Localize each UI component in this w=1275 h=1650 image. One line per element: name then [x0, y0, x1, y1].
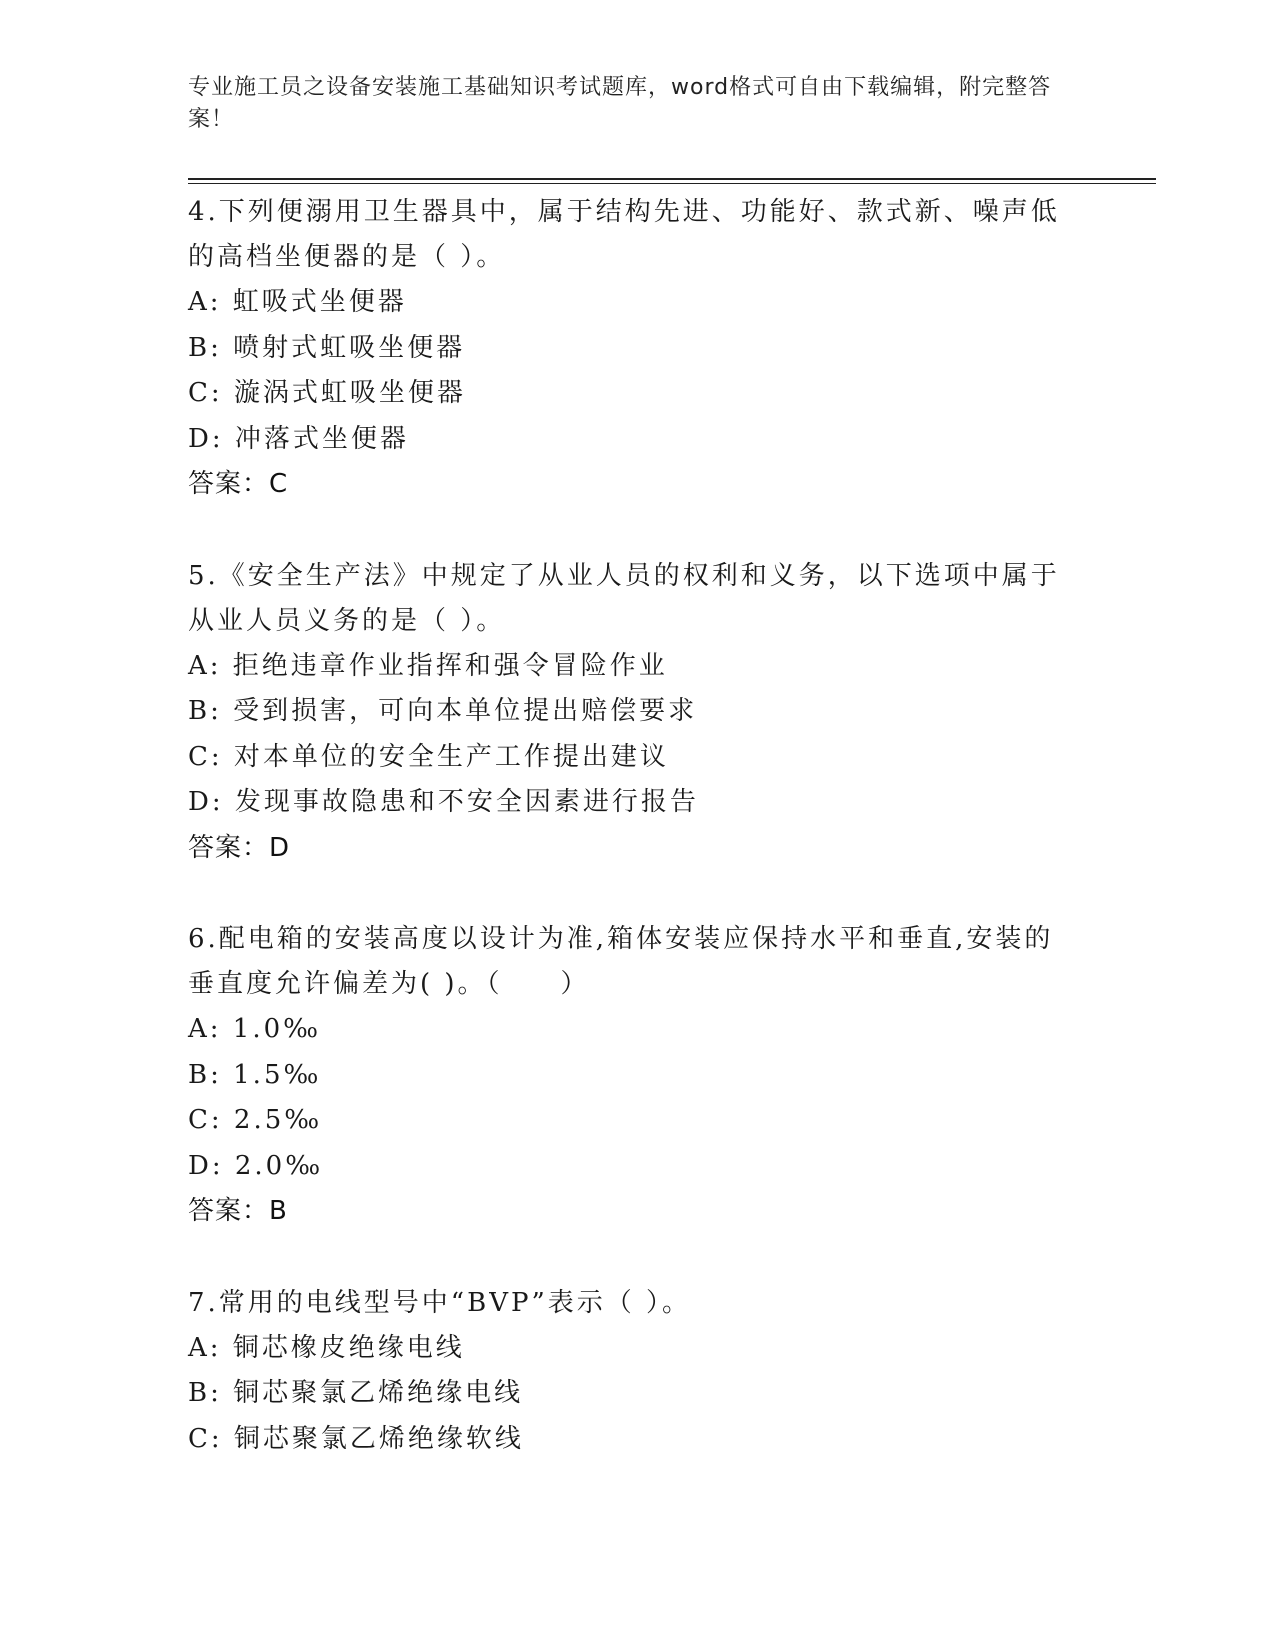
answer-line: 答案：C — [188, 469, 289, 499]
header-divider-thin — [188, 183, 1156, 184]
option-d: D: 发现事故隐患和不安全因素进行报告 — [188, 787, 699, 817]
answer-line: 答案：D — [188, 832, 291, 863]
question-6 — [188, 917, 1088, 1235]
option-c: C: 2.5‰ — [188, 1105, 323, 1135]
document-header-title: 专业施工员之设备安装施工基础知识考试题库，word格式可自由下载编辑，附完整答案！ — [188, 75, 1052, 132]
option-a: A: 拒绝违章作业指挥和强令冒险作业 — [188, 650, 668, 681]
option-d: D: 冲落式坐便器 — [188, 423, 409, 454]
question-stem: 7.常用的电线型号中“BVP”表示（ ）。 — [188, 1287, 692, 1318]
option-b: B: 铜芯聚氯乙烯绝缘电线 — [188, 1378, 524, 1408]
header-divider-thick — [188, 178, 1156, 180]
option-d: D: 2.0‰ — [188, 1150, 324, 1181]
question-stem: 4.下列便溺用卫生器具中，属于结构先进、功能好、款式新、噪声低的高档坐便器的是（ ）。 — [188, 197, 1060, 272]
question-7 — [188, 1281, 1088, 1463]
option-a: A: 虹吸式坐便器 — [188, 287, 407, 317]
question-stem: 5.《安全生产法》中规定了从业人员的权利和义务，以下选项中属于从业人员义务的是（ ）。 — [188, 560, 1060, 636]
question-5 — [188, 554, 1088, 872]
question-stem: 6.配电箱的安装高度以设计为准,箱体安装应保持水平和垂直,安装的垂直度允许偏差为( )。（ ） — [188, 924, 1054, 999]
option-b: B: 1.5‰ — [188, 1059, 322, 1090]
option-b: B: 喷射式虹吸坐便器 — [188, 332, 466, 363]
question-list — [188, 190, 1088, 1508]
option-c: C: 漩涡式虹吸坐便器 — [188, 378, 466, 408]
option-c: C: 铜芯聚氯乙烯绝缘软线 — [188, 1423, 524, 1454]
option-a: A: 1.0‰ — [188, 1014, 322, 1044]
answer-line: 答案：B — [188, 1196, 288, 1226]
question-4 — [188, 190, 1088, 508]
option-b: B: 受到损害，可向本单位提出赔偿要求 — [188, 696, 698, 726]
option-a: A: 铜芯橡皮绝缘电线 — [188, 1332, 465, 1363]
option-c: C: 对本单位的安全生产工作提出建议 — [188, 741, 669, 772]
